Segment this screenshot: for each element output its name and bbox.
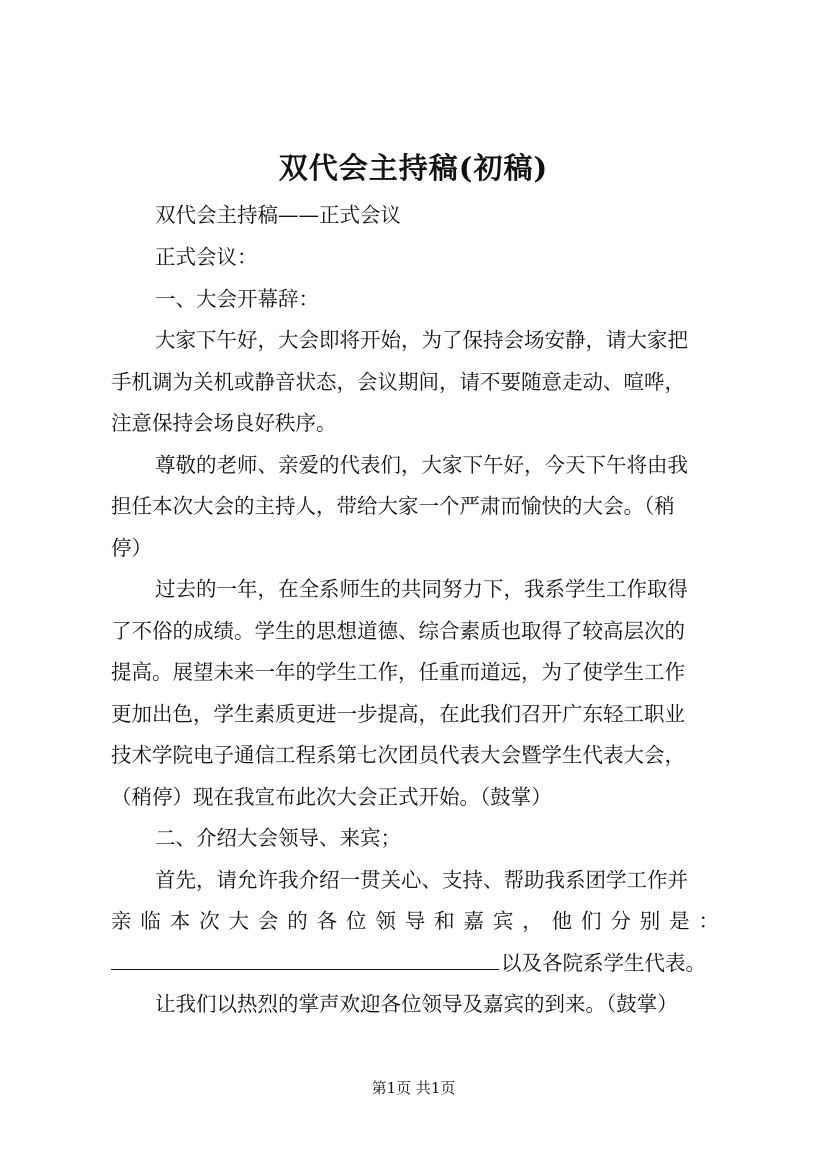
char: 分 [610,909,631,933]
page-number: 第1页 共1页 [371,1079,456,1097]
fill-in-blank [111,949,499,970]
paragraph-line: 手机调为关机或静音状态，会议期间，请不要随意走动、喧哗， [111,370,685,394]
paragraph-line: 大家下午好，大会即将开始，为了保持会场安静，请大家把 [155,328,688,352]
char: 别 [639,909,661,933]
char: ， [522,909,543,933]
char: 宾 [492,909,514,933]
spread-paragraph-line [111,907,719,935]
char: 导 [404,909,426,933]
char: 们 [581,909,602,933]
paragraph-line: 首先，请允许我介绍一贯关心、支持、帮助我系团学工作并 [155,868,688,892]
paragraph-line: 尊敬的老师、亲爱的代表们，大家下午好，今天下午将由我 [155,453,688,477]
char: 临 [140,909,161,933]
paragraph-line: 双代会主持稿——正式会议 [155,203,401,227]
section-heading: 二、介绍大会领导、来宾； [155,826,401,850]
char: 本 [169,909,191,933]
paragraph-line: 更加出色，学生素质更进一步提高，在此我们召开广东轻工职业 [111,702,685,726]
char: 大 [228,909,249,933]
char: 的 [287,909,308,933]
paragraph-line: 技术学院电子通信工程系第七次团员代表大会暨学生代表大会， [111,743,685,767]
char: 亲 [111,909,132,933]
paragraph-text: 以及各院系学生代表。 [501,951,706,975]
char: 次 [199,909,220,933]
paragraph-line: 过去的一年，在全系师生的共同努力下，我系学生工作取得 [155,577,688,601]
paragraph-line: 正式会议： [155,245,258,269]
char: 他 [551,909,573,933]
char: 各 [316,909,338,933]
paragraph-line: 注意保持会场良好秩序。 [111,411,337,435]
paragraph-line: 提高。展望未来一年的学生工作，任重而道远，为了使学生工作 [111,660,685,684]
char: 位 [346,909,367,933]
section-heading: 一、大会开幕辞： [155,287,319,311]
char: 领 [375,909,396,933]
char: 会 [257,909,279,933]
blank-line-paragraph [111,949,719,977]
paragraph-line: （稍停）现在我宣布此次大会正式开始。（鼓掌） [111,785,552,809]
paragraph-line: 让我们以热烈的掌声欢迎各位领导及嘉宾的到来。（鼓掌） [155,992,678,1016]
char: 和 [434,909,455,933]
paragraph-line: 担任本次大会的主持人，带给大家一个严肃而愉快的大会。（稍 [111,494,675,518]
char: ： [698,909,719,933]
paragraph-line: 停） [111,536,152,560]
paragraph-line: 了不俗的成绩。学生的思想道德、综合素质也取得了较高层次的 [111,619,685,643]
char: 嘉 [463,909,484,933]
document-title: 双代会主持稿(初稿) [278,151,549,185]
char: 是 [669,909,690,933]
